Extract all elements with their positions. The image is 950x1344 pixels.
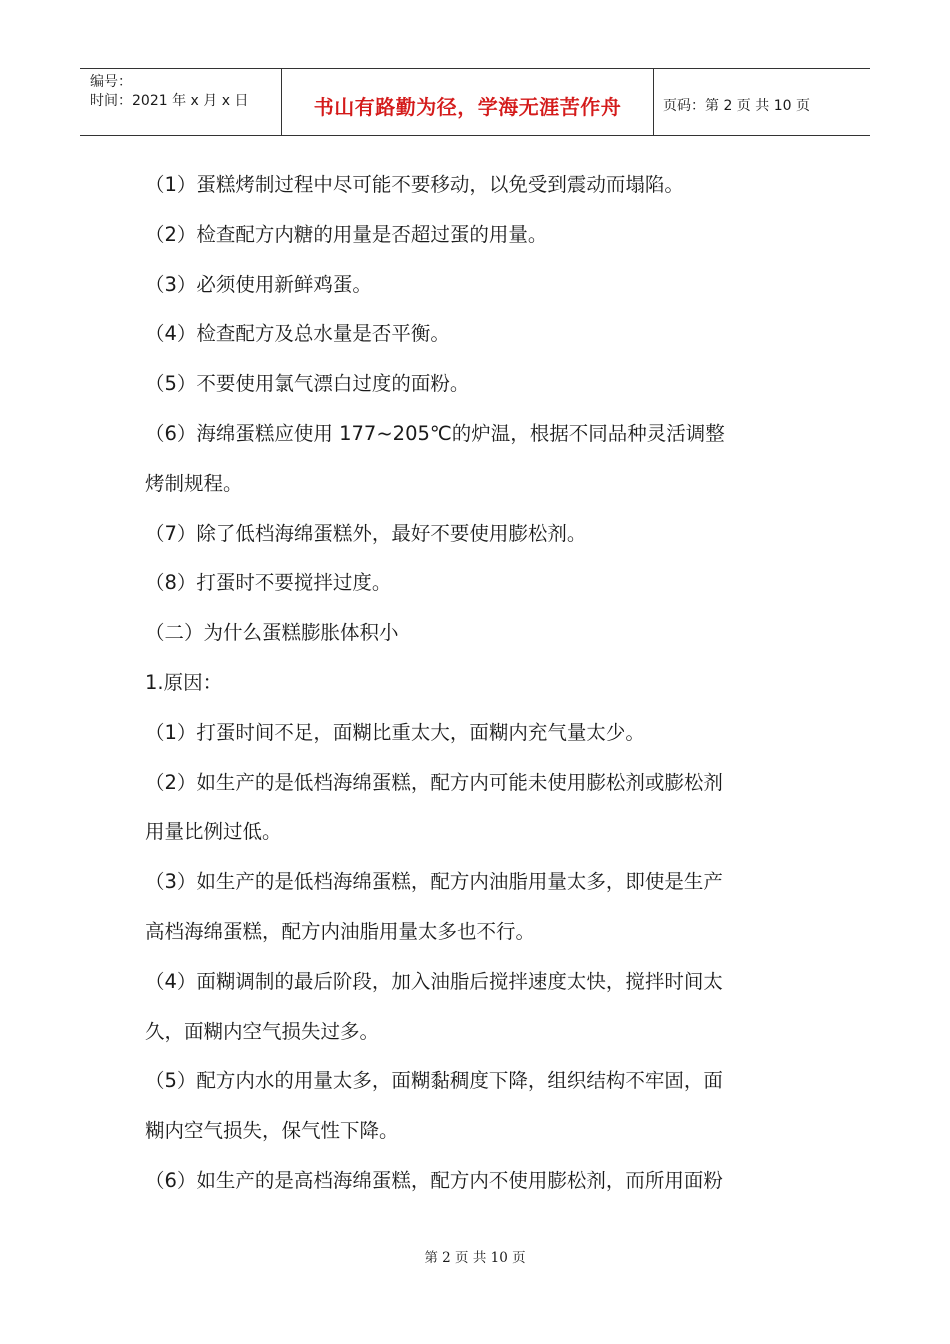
- header-motto-cell: [282, 69, 654, 135]
- document-body: [145, 160, 815, 1206]
- header-page-cell: [654, 69, 870, 135]
- header-meta-cell: [80, 69, 282, 135]
- paragraph-line: 糊内空气损失，保气性下降。: [145, 1119, 399, 1143]
- paragraph-line: （1）蛋糕烤制过程中尽可能不要移动，以免受到震动而塌陷。: [145, 173, 684, 196]
- paragraph-line: 用量比例过低。: [145, 820, 282, 844]
- paragraph-line: （6）如生产的是高档海绵蛋糕，配方内不使用膨松剂，而所用面粉: [145, 1168, 723, 1192]
- header-page-info: 页码：第 2 页 共 10 页: [663, 98, 810, 114]
- paragraph-line: 久，面糊内空气损失过多。: [145, 1019, 380, 1043]
- paragraph-line: （6）海绵蛋糕应使用 177~205℃的炉温，根据不同品种灵活调整: [145, 421, 725, 445]
- date-label: 时间：2021 年 x 月 x 日: [90, 93, 249, 109]
- document-header: [80, 68, 870, 136]
- paragraph-line: （7）除了低档海绵蛋糕外，最好不要使用膨松剂。: [145, 521, 587, 545]
- paragraph-line: （4）检查配方及总水量是否平衡。: [145, 322, 450, 346]
- paragraph-line: （5）配方内水的用量太多，面糊黏稠度下降，组织结构不牢固，面: [145, 1069, 723, 1093]
- paragraph-line: （2）检查配方内糖的用量是否超过蛋的用量。: [145, 222, 548, 246]
- paragraph-line: （5）不要使用氯气漂白过度的面粉。: [145, 372, 470, 396]
- paragraph-line: （2）如生产的是低档海绵蛋糕，配方内可能未使用膨松剂或膨松剂: [145, 770, 723, 794]
- paragraph-line: （3）如生产的是低档海绵蛋糕，配方内油脂用量太多，即使是生产: [145, 870, 723, 894]
- header-motto: 书山有路勤为径，学海无涯苦作舟: [313, 95, 622, 119]
- subsection-heading: 1.原因：: [145, 670, 223, 694]
- paragraph-line: （1）打蛋时间不足，面糊比重太大，面糊内充气量太少。: [145, 720, 645, 744]
- serial-number-label: 编号：: [90, 74, 132, 90]
- paragraph-line: （8）打蛋时不要搅拌过度。: [145, 571, 392, 595]
- paragraph-line: 烤制规程。: [145, 471, 243, 495]
- section-heading: （二）为什么蛋糕膨胀体积小: [145, 621, 399, 645]
- paragraph-line: （3）必须使用新鲜鸡蛋。: [145, 272, 372, 296]
- paragraph-line: （4）面糊调制的最后阶段，加入油脂后搅拌速度太快，搅拌时间太: [145, 969, 723, 993]
- page-footer: 第 2 页 共 10 页: [424, 1250, 526, 1266]
- paragraph-line: 高档海绵蛋糕，配方内油脂用量太多也不行。: [145, 919, 536, 943]
